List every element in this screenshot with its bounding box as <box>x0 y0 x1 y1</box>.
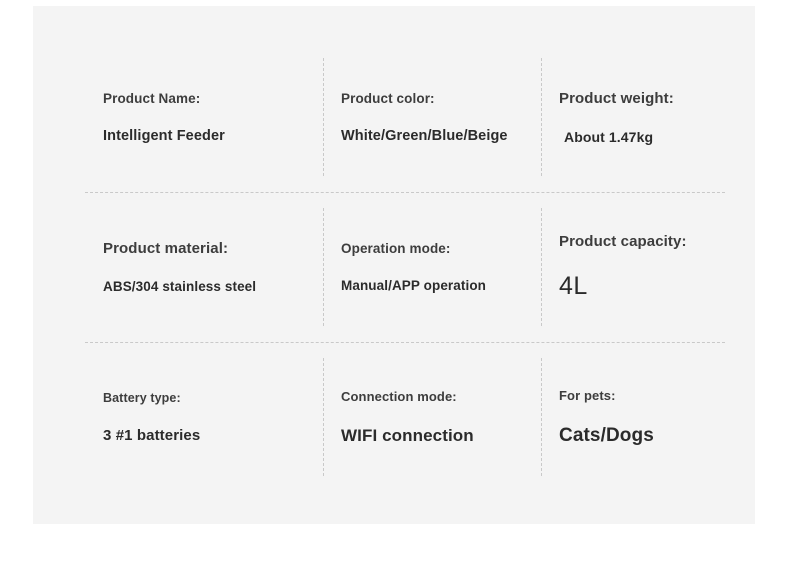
spec-grid <box>85 42 725 492</box>
spec-row <box>85 42 725 192</box>
spec-label: Product weight: <box>559 89 674 107</box>
spec-cell-product-name <box>85 42 323 192</box>
spec-cell-product-capacity <box>541 192 725 342</box>
spec-value: About 1.47kg <box>564 128 654 145</box>
spec-label: Product capacity: <box>559 233 687 250</box>
spec-cell-for-pets <box>541 342 725 492</box>
spec-label: Product color: <box>341 90 435 106</box>
spec-value: Manual/APP operation <box>341 278 487 293</box>
spec-value: 4L <box>559 272 588 300</box>
spec-label: Operation mode: <box>341 241 451 256</box>
spec-value: 3 #1 batteries <box>103 426 201 444</box>
spec-value: Cats/Dogs <box>559 424 654 446</box>
spec-value: White/Green/Blue/Beige <box>341 127 508 144</box>
spec-cell-connection-mode <box>323 342 541 492</box>
product-spec-card <box>33 6 755 524</box>
spec-row <box>85 192 725 342</box>
spec-cell-product-material <box>85 192 323 342</box>
spec-label: Product material: <box>103 240 229 257</box>
spec-row <box>85 342 725 492</box>
spec-label: Connection mode: <box>341 388 457 404</box>
spec-value: ABS/304 stainless steel <box>103 279 257 294</box>
spec-cell-battery-type <box>85 342 323 492</box>
spec-label: Battery type: <box>103 390 181 405</box>
spec-cell-product-color <box>323 42 541 192</box>
spec-label: Product Name: <box>103 90 201 106</box>
spec-cell-operation-mode <box>323 192 541 342</box>
spec-value: WIFI connection <box>341 425 474 445</box>
spec-value: Intelligent Feeder <box>103 127 225 144</box>
spec-label: For pets: <box>559 387 616 403</box>
spec-cell-product-weight <box>541 42 725 192</box>
